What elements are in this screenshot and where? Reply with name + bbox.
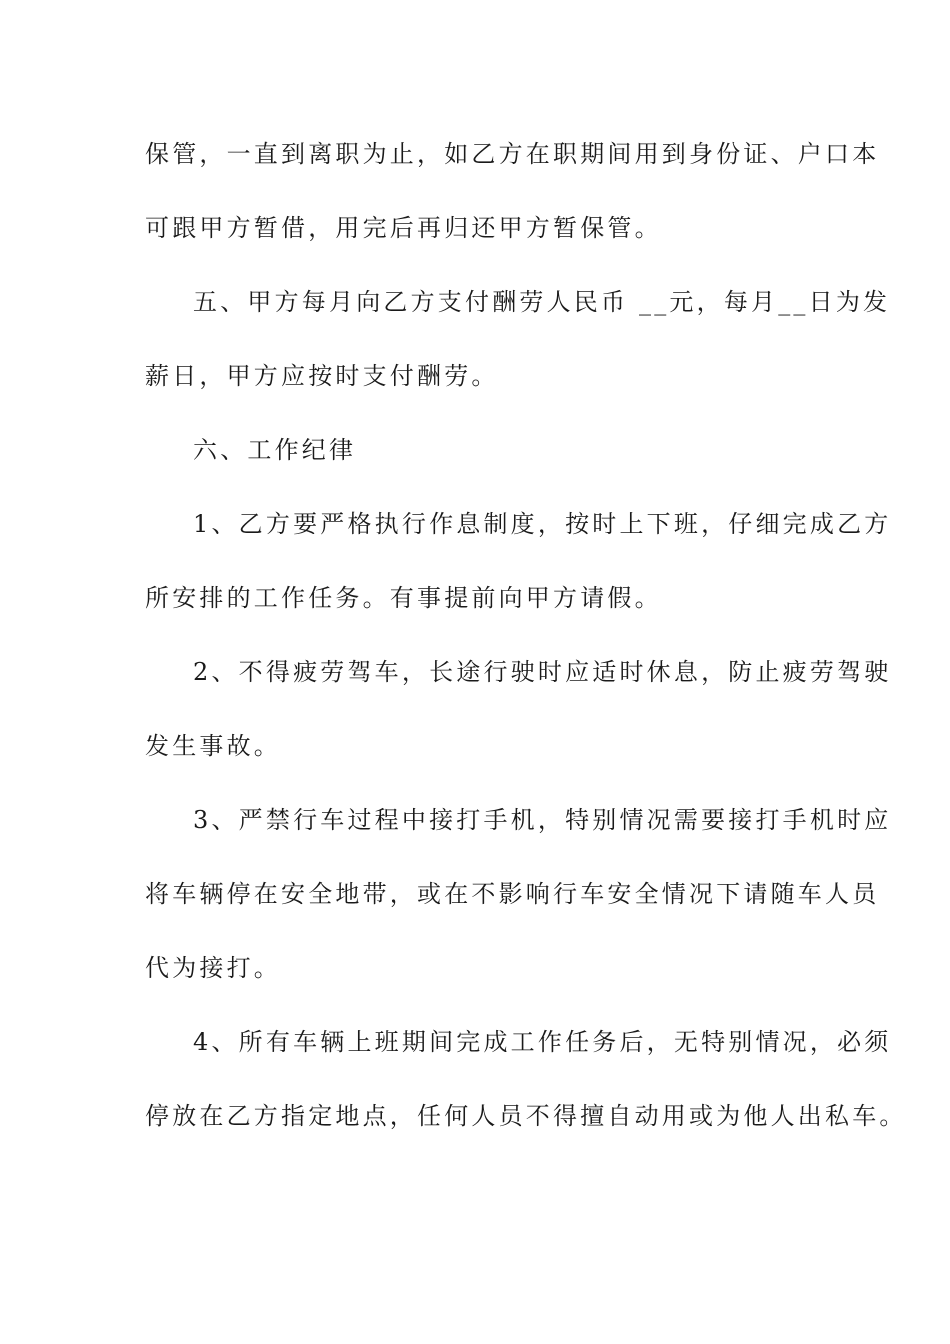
text-line: 可跟甲方暂借，用完后再归还甲方暂保管。 bbox=[145, 214, 662, 242]
text-line: 停放在乙方指定地点，任何人员不得擅自动用或为他人出私车。 bbox=[145, 1102, 907, 1130]
paragraph-five-start: 五、甲方每月向乙方支付酬劳人民币 __元，每月__日为发 bbox=[193, 288, 891, 316]
text-line: 薪日，甲方应按时支付酬劳。 bbox=[145, 362, 499, 390]
section-heading: 六、工作纪律 bbox=[193, 436, 357, 464]
item-4-start: 4、所有车辆上班期间完成工作任务后，无特别情况，必须 bbox=[193, 1028, 892, 1056]
text-line: 代为接打。 bbox=[145, 954, 281, 982]
text-line: 所安排的工作任务。有事提前向甲方请假。 bbox=[145, 584, 662, 612]
item-1-start: 1、乙方要严格执行作息制度，按时上下班，仔细完成乙方 bbox=[193, 510, 892, 538]
text-line: 将车辆停在安全地带，或在不影响行车安全情况下请随车人员 bbox=[145, 880, 880, 908]
text-line: 发生事故。 bbox=[145, 732, 281, 760]
item-3-start: 3、严禁行车过程中接打手机，特别情况需要接打手机时应 bbox=[193, 806, 892, 834]
text-line: 保管，一直到离职为止，如乙方在职期间用到身份证、户口本 bbox=[145, 140, 880, 168]
item-2-start: 2、不得疲劳驾车，长途行驶时应适时休息，防止疲劳驾驶 bbox=[193, 658, 892, 686]
